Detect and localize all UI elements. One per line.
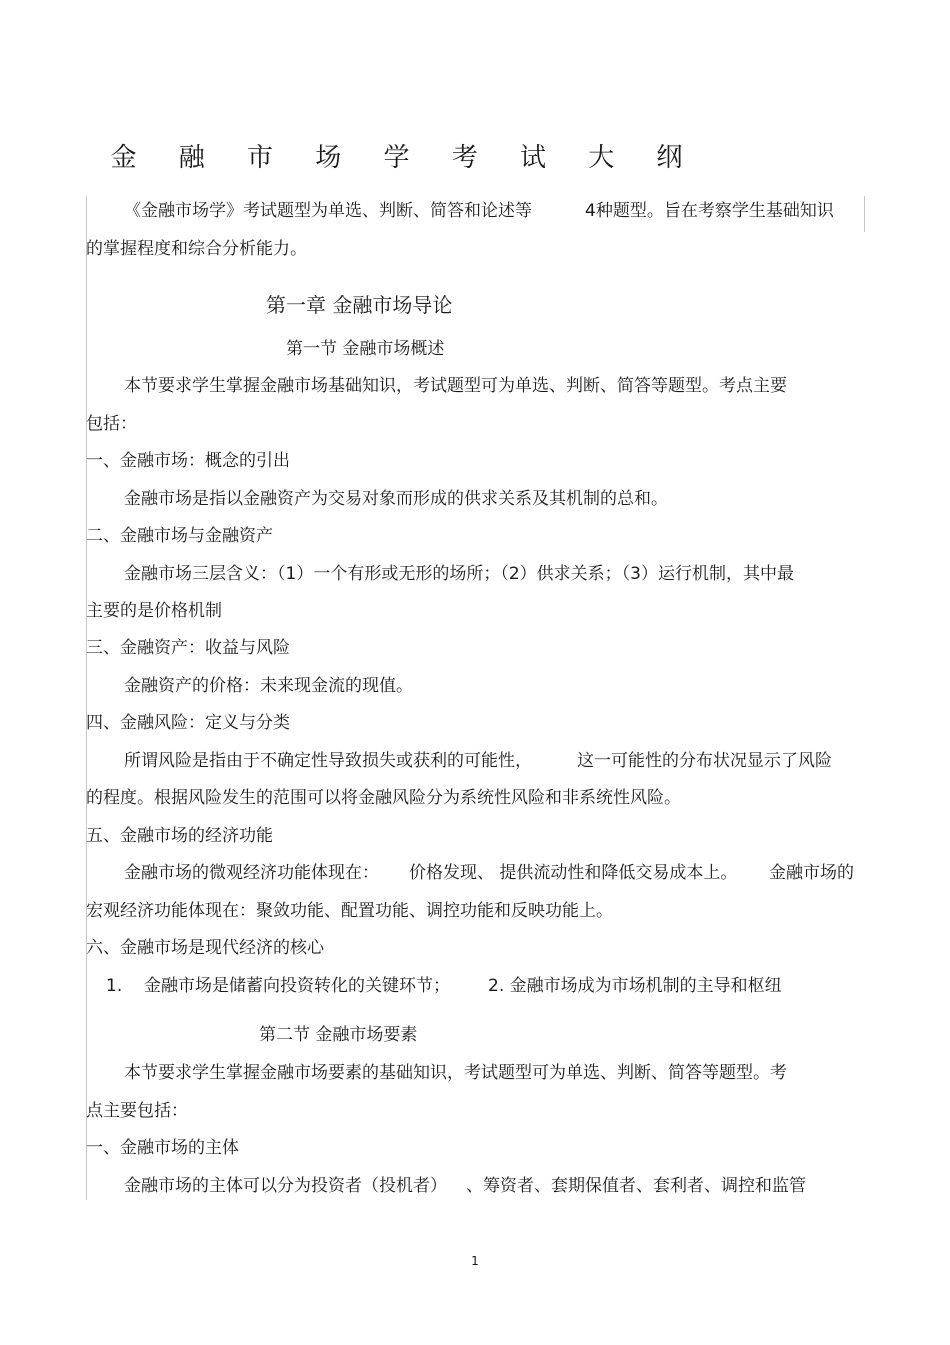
item-5-heading: 五、金融市场的经济功能: [86, 826, 273, 846]
chapter-heading: 第一章 金融市场导论: [266, 293, 453, 317]
page-number: 1: [471, 1254, 479, 1268]
item-5-body-line-1a: 金融市场的微观经济功能体现在：: [124, 863, 379, 883]
section-2-requirement-line-1: 本节要求学生掌握金融市场要素的基础知识，考试题型可为单选、判断、简答等题型。考: [124, 1063, 787, 1083]
intro-line-1b: 4种题型。旨在考察学生基础知识: [585, 201, 834, 221]
right-margin-rule: [864, 196, 865, 232]
item-6-heading: 六、金融市场是现代经济的核心: [86, 938, 324, 958]
section-2-item-1-heading: 一、金融市场的主体: [86, 1138, 239, 1158]
item-5-body-line-1c: 金融市场的: [769, 863, 854, 883]
item-2-body-line-2: 主要的是价格机制: [86, 601, 222, 621]
left-margin-rule: [86, 196, 87, 1200]
item-2-heading: 二、金融市场与金融资产: [86, 526, 273, 546]
intro-line-1a: 《金融市场学》考试题型为单选、判断、简答和论述等: [124, 201, 532, 221]
item-6-point-1-number: 1.: [106, 976, 123, 996]
item-3-body: 金融资产的价格：未来现金流的现值。: [124, 676, 413, 696]
item-5-body-line-2: 宏观经济功能体现在：聚敛功能、配置功能、调控功能和反映功能上。: [86, 901, 613, 921]
item-2-body-line-1: 金融市场三层含义：（1）一个有形或无形的场所；（2）供求关系；（3）运行机制，其中最: [124, 564, 794, 584]
item-4-body-line-1a: 所谓风险是指由于不确定性导致损失或获利的可能性，: [124, 751, 532, 771]
item-5-body-line-1b: 价格发现、 提供流动性和降低交易成本上。: [409, 863, 738, 883]
item-1-body: 金融市场是指以金融资产为交易对象而形成的供求关系及其机制的总和。: [124, 489, 668, 509]
item-4-body-line-1b: 这一可能性的分布状况显示了风险: [577, 751, 832, 771]
section-1-heading: 第一节 金融市场概述: [286, 339, 445, 359]
item-3-heading: 三、金融资产：收益与风险: [86, 638, 290, 658]
document-title: 金 融 市 场 学 考 试 大 纲: [110, 143, 700, 173]
item-1-heading: 一、金融市场：概念的引出: [86, 451, 290, 471]
section-2-item-1-body-line-1b: 、筹资者、套期保值者、套利者、调控和监管: [466, 1176, 806, 1196]
section-2-item-1-body-line-1a: 金融市场的主体可以分为投资者（投机者）: [124, 1176, 447, 1196]
section-2-heading: 第二节 金融市场要素: [259, 1025, 418, 1045]
section-1-requirement-line-2: 包括：: [86, 414, 137, 434]
section-2-requirement-line-2: 点主要包括：: [86, 1101, 188, 1121]
item-4-body-line-2: 的程度。根据风险发生的范围可以将金融风险分为系统性风险和非系统性风险。: [86, 788, 681, 808]
intro-line-2: 的掌握程度和综合分析能力。: [86, 239, 307, 259]
item-6-point-2: 2. 金融市场成为市场机制的主导和枢纽: [488, 976, 782, 996]
item-4-heading: 四、金融风险：定义与分类: [86, 713, 290, 733]
item-6-point-1-text: 金融市场是储蓄向投资转化的关键环节；: [144, 976, 450, 996]
section-1-requirement-line-1: 本节要求学生掌握金融市场基础知识，考试题型可为单选、判断、简答等题型。考点主要: [124, 376, 787, 396]
